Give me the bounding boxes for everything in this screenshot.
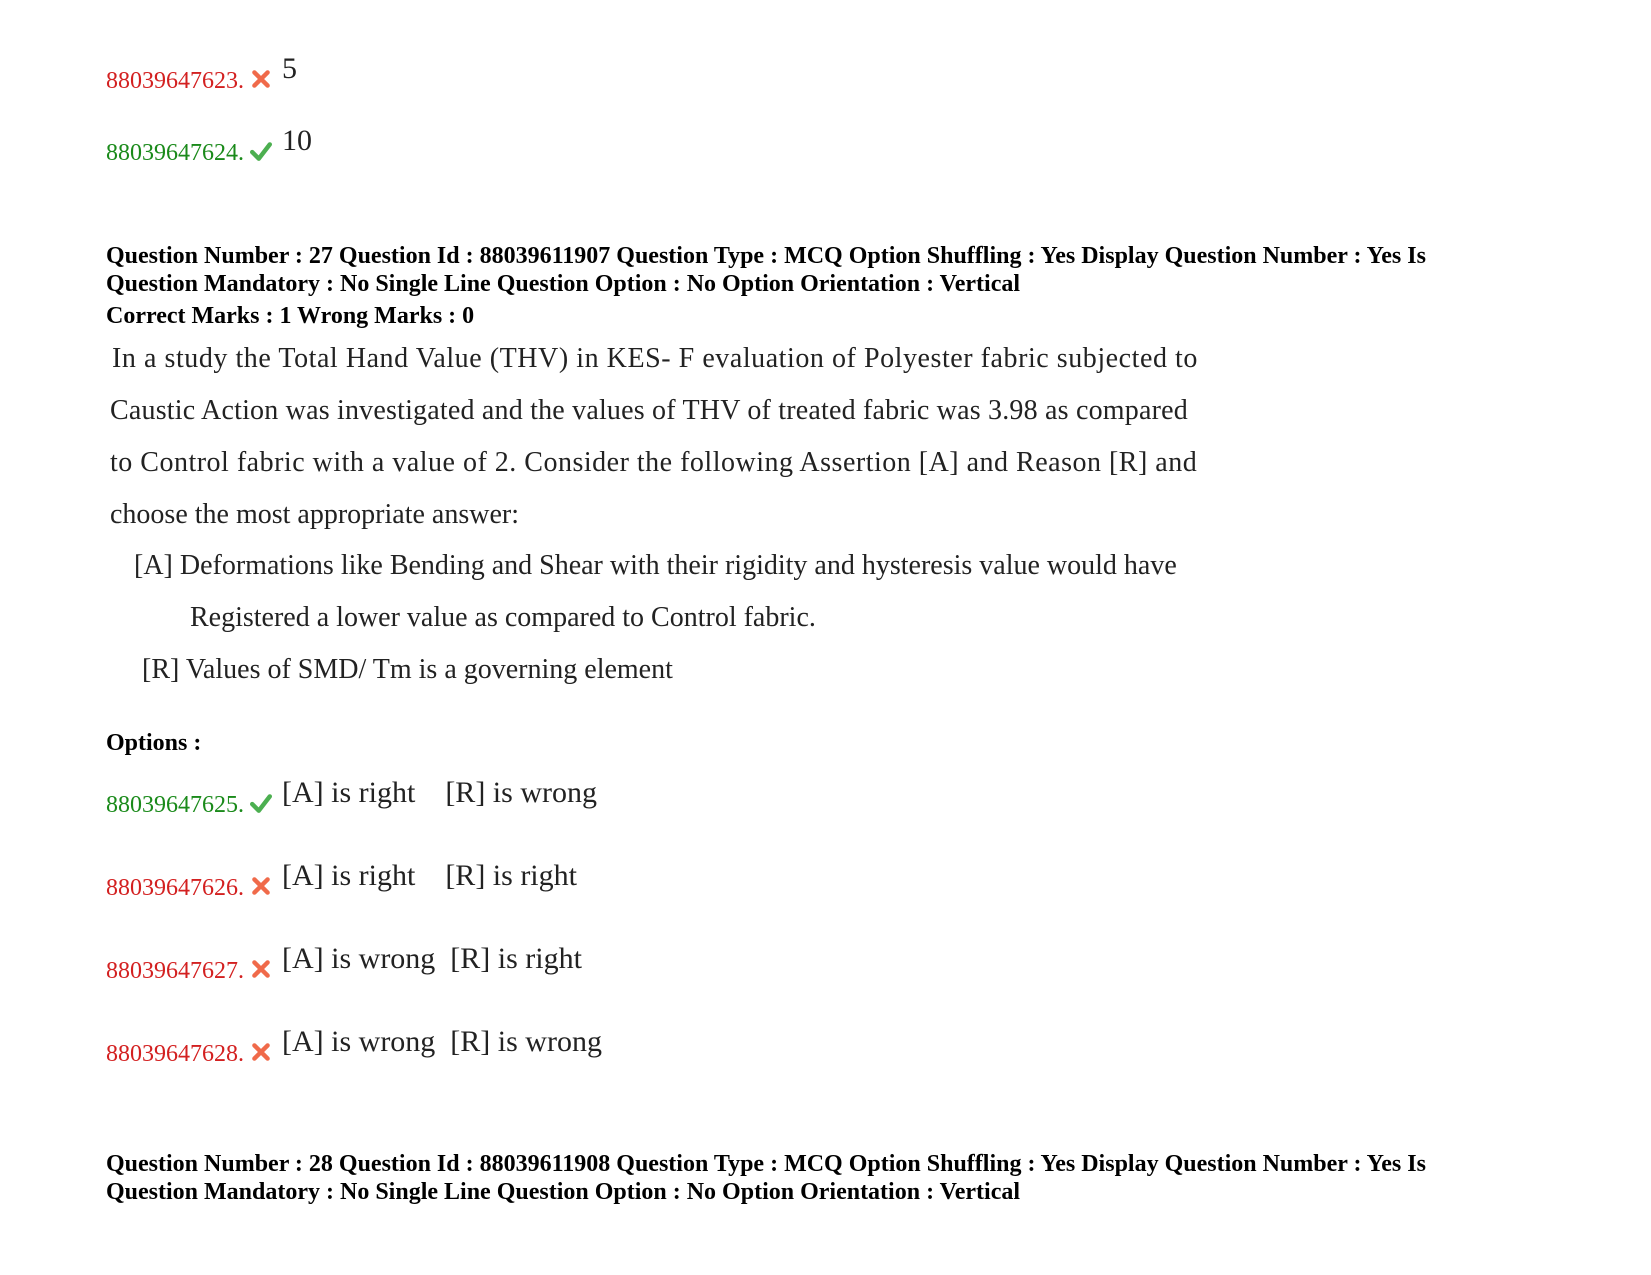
option-row [106,124,312,166]
option-id: 88039647625. [106,792,244,818]
cross-icon [250,958,272,980]
assertion-line: [A] Deformations like Bending and Shear with their rigidity and hysteresis value would have [134,550,1177,581]
question-text-line: In a study the Total Hand Value (THV) in KES- F evaluation of Polyester fabric subjected to [112,343,1198,374]
check-icon [250,792,272,814]
marks-line [106,302,1546,330]
marks-text: Correct Marks : 1 Wrong Marks : 0 [106,303,475,329]
cross-icon [250,68,272,90]
question-text-line: choose the most appropriate answer: [110,499,519,530]
option-row [106,52,297,94]
meta-line: Question Mandatory : No Single Line Question Option : No Option Orientation : Vertical [106,271,1021,297]
assertion-line: Registered a lower value as compared to Control fabric. [190,602,816,633]
question-meta [106,242,1546,298]
option-row [106,1025,602,1067]
cross-icon [250,875,272,897]
question-text-line: to Control fabric with a value of 2. Consider the following Assertion [A] and Reason [R] and [110,447,1198,478]
option-row [106,942,582,984]
option-text: [A] is right [R] is right [282,859,577,892]
options-label: Options : [106,730,202,756]
option-text: [A] is wrong [R] is wrong [282,1025,602,1058]
option-text: 5 [282,52,297,85]
option-id: 88039647626. [106,875,244,901]
option-id: 88039647628. [106,1041,244,1067]
meta-line: Question Mandatory : No Single Line Question Option : No Option Orientation : Vertical [106,1179,1021,1205]
option-text: [A] is right [R] is wrong [282,776,597,809]
option-id: 88039647624. [106,140,244,166]
option-text: 10 [282,124,312,157]
reason-line: [R] Values of SMD/ Tm is a governing element [142,654,673,685]
cross-icon [250,1041,272,1063]
question-text-line: Caustic Action was investigated and the values of THV of treated fabric was 3.98 as compared [110,395,1188,426]
option-row [106,776,597,818]
question-meta [106,1150,1546,1206]
option-id: 88039647627. [106,958,244,984]
meta-line: Question Number : 27 Question Id : 88039611907 Question Type : MCQ Option Shuffling : Yes Display Question Number : Yes Is [106,243,1426,269]
meta-line: Question Number : 28 Question Id : 88039611908 Question Type : MCQ Option Shuffling : Yes Display Question Number : Yes Is [106,1151,1426,1177]
option-row [106,859,577,901]
option-text: [A] is wrong [R] is right [282,942,582,975]
option-id: 88039647623. [106,68,244,94]
check-icon [250,140,272,162]
